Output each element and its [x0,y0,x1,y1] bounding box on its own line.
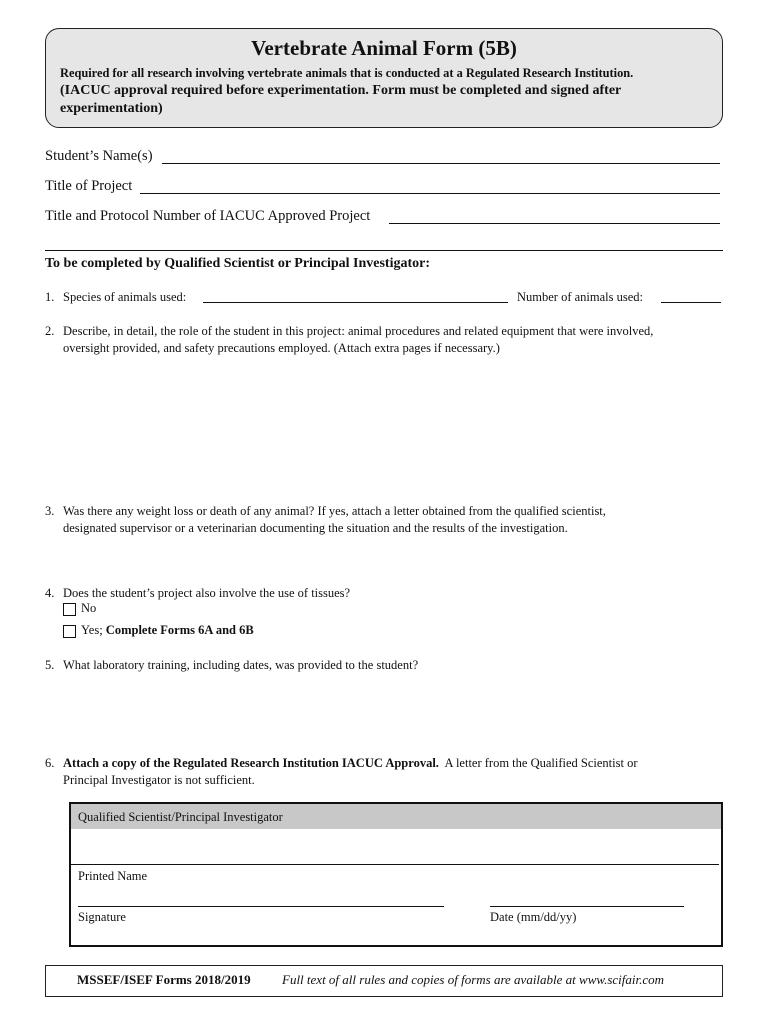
question-3-line-1: Was there any weight loss or death of any animal? If yes, attach a letter obtained from the qualified scientist, [63,504,606,518]
yes-label [81,623,254,638]
option-yes[interactable] [63,623,363,641]
question-6-number: 6. [45,756,55,770]
footer-note: Full text of all rules and copies of forms are available at www.scifair.com [282,972,665,987]
question-5-answer-area[interactable] [63,678,718,748]
question-3-answer-area[interactable] [63,542,718,582]
question-6-line-2: Principal Investigator is not sufficient. [63,773,255,787]
signature-label: Signature [78,910,126,924]
question-6-line-1 [63,755,638,772]
question-3 [45,503,725,539]
form-subtitle: Required for all research involving vertebrate animals that is conducted at a Regulated Research Institution. [60,66,634,80]
students-name-label: Student’s Name(s) [45,148,153,164]
printed-name-rule [71,864,719,865]
question-5-text: What laboratory training, including dates, was provided to the student? [63,658,419,672]
question-3-number: 3. [45,504,55,518]
option-no[interactable] [63,601,363,619]
signature-field[interactable] [78,906,444,907]
form-approval-note: (IACUC approval required before experimentation. Form must be completed and signed after experimentation) [60,83,621,116]
question-6-instruction: Attach a copy of the Regulated Research Institution IACUC Approval. [63,756,439,770]
question-1-number: 1. [45,290,55,304]
question-2-answer-area[interactable] [63,362,718,492]
question-5 [45,657,725,675]
question-6-note: A letter from the Qualified Scientist or [438,756,638,770]
no-label: No [81,601,97,615]
protocol-title-label: Title and Protocol Number of IACUC Approved Project [45,208,371,224]
project-title-field[interactable] [140,193,720,194]
signature-block-heading: Qualified Scientist/Principal Investigator [78,810,283,824]
printed-name-field[interactable] [75,832,715,862]
section-divider [45,250,723,251]
species-label: Species of animals used: [63,290,187,304]
question-2-number: 2. [45,324,55,338]
question-2 [45,323,725,359]
project-title-label: Title of Project [45,178,133,194]
question-2-line-1: Describe, in detail, the role of the student in this project: animal procedures and related equipment that were involved, [63,324,654,338]
students-name-field[interactable] [162,163,720,164]
date-field[interactable] [490,906,684,907]
question-4-number: 4. [45,586,55,600]
number-of-animals-label: Number of animals used: [517,290,644,304]
yes-label-prefix: Yes; [81,623,106,637]
question-2-line-2: oversight provided, and safety precautions employed. (Attach extra pages if necessary.) [63,341,500,355]
question-6 [45,755,725,791]
question-1 [45,289,725,307]
question-5-number: 5. [45,658,55,672]
question-4-text: Does the student’s project also involve the use of tissues? [63,586,351,600]
number-of-animals-field[interactable] [661,302,721,303]
no-checkbox[interactable] [63,603,76,616]
date-label: Date (mm/dd/yy) [490,910,577,924]
footer-forms-label: MSSEF/ISEF Forms 2018/2019 [77,972,251,987]
species-field[interactable] [203,302,508,303]
printed-name-label: Printed Name [78,869,148,883]
section-heading: To be completed by Qualified Scientist or Principal Investigator: [45,256,430,271]
protocol-title-field[interactable] [389,223,720,224]
yes-checkbox[interactable] [63,625,76,638]
form-title: Vertebrate Animal Form (5B) [251,36,517,60]
yes-label-instruction: Complete Forms 6A and 6B [105,623,254,637]
question-3-line-2: designated supervisor or a veterinarian documenting the situation and the results of the investigation. [63,521,568,535]
